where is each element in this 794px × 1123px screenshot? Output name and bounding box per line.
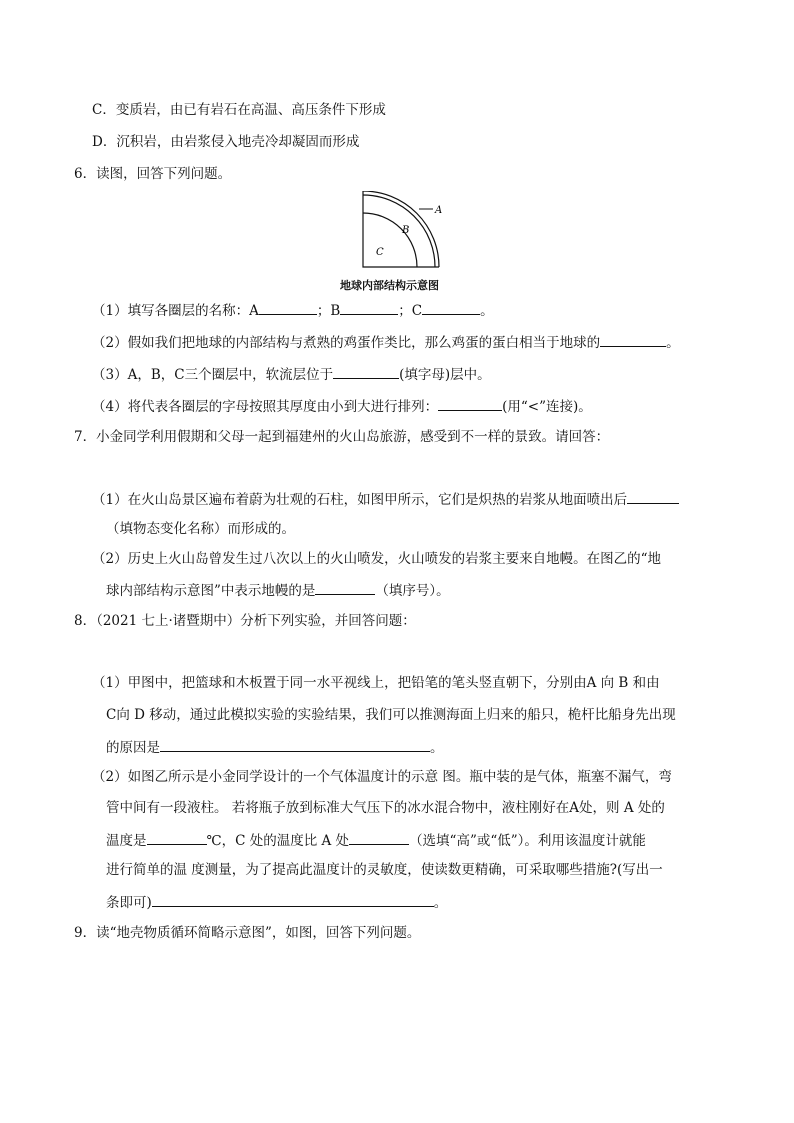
q8-part2-text-c: 温度是 bbox=[106, 833, 147, 849]
q6-part1-text-b: ；B bbox=[316, 303, 341, 319]
q7-part2-text-c: （填序号）。 bbox=[375, 583, 450, 599]
earth-structure-figure bbox=[362, 191, 462, 291]
blank-mantle[interactable] bbox=[315, 580, 375, 595]
blank-order[interactable] bbox=[438, 396, 502, 411]
q7-part1-line1 bbox=[92, 489, 679, 509]
q8-part2-text-h: 。 bbox=[433, 895, 448, 911]
blank-temperature[interactable] bbox=[147, 830, 207, 845]
figure-caption: 地球内部结构示意图 bbox=[340, 279, 439, 292]
q6-part1 bbox=[92, 300, 494, 320]
q6-part3 bbox=[92, 364, 491, 384]
label-c: C bbox=[376, 247, 384, 258]
q8-part1-text-d: 。 bbox=[430, 740, 444, 756]
q8-part1-line3 bbox=[106, 737, 444, 757]
blank-measure[interactable] bbox=[152, 892, 434, 907]
label-b: B bbox=[402, 225, 410, 236]
question-7-title: 7．小金同学利用假期和父母一起到福建州的火山岛旅游，感受到不一样的景致。请回答： bbox=[74, 429, 610, 445]
blank-reason[interactable] bbox=[160, 737, 430, 752]
q6-part4 bbox=[92, 396, 592, 416]
q6-part4-text-a: （4）将代表各圈层的字母按照其厚度由小到大进行排列： bbox=[92, 399, 439, 415]
mantle-arc bbox=[363, 213, 417, 267]
q6-part1-text-c: ；C bbox=[398, 303, 423, 319]
option-d: D．沉积岩，由岩浆侵入地壳冷却凝固而形成 bbox=[92, 134, 360, 150]
q7-part2-line2 bbox=[106, 580, 450, 600]
q8-part1-text-c: 的原因是 bbox=[106, 740, 160, 756]
q8-part2-line2: 管中间有一段液柱。 若将瓶子放到标准大气压下的冰水混合物中，液柱刚好在A处，则 A 处的 bbox=[106, 800, 665, 816]
label-a: A bbox=[435, 205, 443, 216]
q6-part2-text-a: （2）假如我们把地球的内部结构与煮熟的鸡蛋作类比，那么鸡蛋的蛋白相当于地球的 bbox=[92, 335, 601, 351]
q8-part2-text-e: （选填“高”或“低”）。利用该温度计就能 bbox=[409, 833, 646, 849]
q8-part2-line5 bbox=[106, 892, 447, 912]
q6-part1-text-a: （1）填写各圈层的名称：A bbox=[92, 303, 259, 319]
q7-part1-line2: （填物态变化名称）而形成的。 bbox=[106, 521, 295, 537]
blank-asthenosphere[interactable] bbox=[333, 364, 399, 379]
blank-a[interactable] bbox=[259, 300, 317, 315]
blank-b[interactable] bbox=[340, 300, 398, 315]
q7-part2-line1: （2）历史上火山岛曾发生过八次以上的火山喷发，火山喷发的岩浆主要来自地幔。在图乙的“地 bbox=[92, 551, 661, 567]
q8-part1-line2: C向 D 移动，通过此模拟实验的实验结果，我们可以推测海面上归来的船只，桅杆比船身先出现 bbox=[106, 707, 676, 723]
q7-part1-text-a: （1）在火山岛景区遍布着蔚为壮观的石柱，如图甲所示，它们是炽热的岩浆从地面喷出后 bbox=[92, 492, 628, 508]
question-6-title: 6．读图，回答下列问题。 bbox=[74, 166, 232, 182]
question-9-title: 9．读“地壳物质循环简略示意图”，如图，回答下列问题。 bbox=[74, 925, 421, 941]
q8-part2-line1: （2）如图乙所示是小金同学设计的一个气体温度计的示意 图。瓶中装的是气体，瓶塞不漏气，弯 bbox=[92, 769, 672, 785]
blank-phase-change[interactable] bbox=[627, 489, 679, 504]
q6-part3-text-b: (填字母)层中。 bbox=[399, 367, 491, 383]
question-8-title: 8．（2021 七上·诸暨期中）分析下列实验，并回答问题： bbox=[74, 613, 416, 629]
q8-part2-line3 bbox=[106, 830, 646, 850]
blank-high-low[interactable] bbox=[349, 830, 409, 845]
q8-part1-line1: （1）甲图中，把篮球和木板置于同一水平视线上，把铅笔的笔头竖直朝下，分别由A 向 B 和由 bbox=[92, 675, 660, 691]
blank-c[interactable] bbox=[422, 300, 480, 315]
q6-part2-text-b: 。 bbox=[666, 335, 680, 351]
q6-part3-text-a: （3）A，B，C三个圈层中，软流层位于 bbox=[92, 367, 334, 383]
option-c: C．变质岩，由已有岩石在高温、高压条件下形成 bbox=[92, 102, 386, 118]
q6-part4-text-b: (用“<”连接)。 bbox=[502, 399, 592, 415]
crust-inner-arc bbox=[363, 195, 435, 267]
q6-part2 bbox=[92, 332, 680, 352]
q8-part2-line4: 进行简单的温 度测量，为了提高此温度计的灵敏度，使读数更精确，可采取哪些措施?(写出一 bbox=[106, 862, 663, 878]
q6-part1-text-d: 。 bbox=[480, 303, 494, 319]
blank-egg-white[interactable] bbox=[600, 332, 666, 347]
q8-part2-text-g: 条即可) bbox=[106, 895, 152, 911]
q8-part2-text-d: ℃，C 处的温度比 A 处 bbox=[206, 833, 350, 849]
q7-part2-text-b: 球内部结构示意图”中表示地幔的是 bbox=[106, 583, 316, 599]
